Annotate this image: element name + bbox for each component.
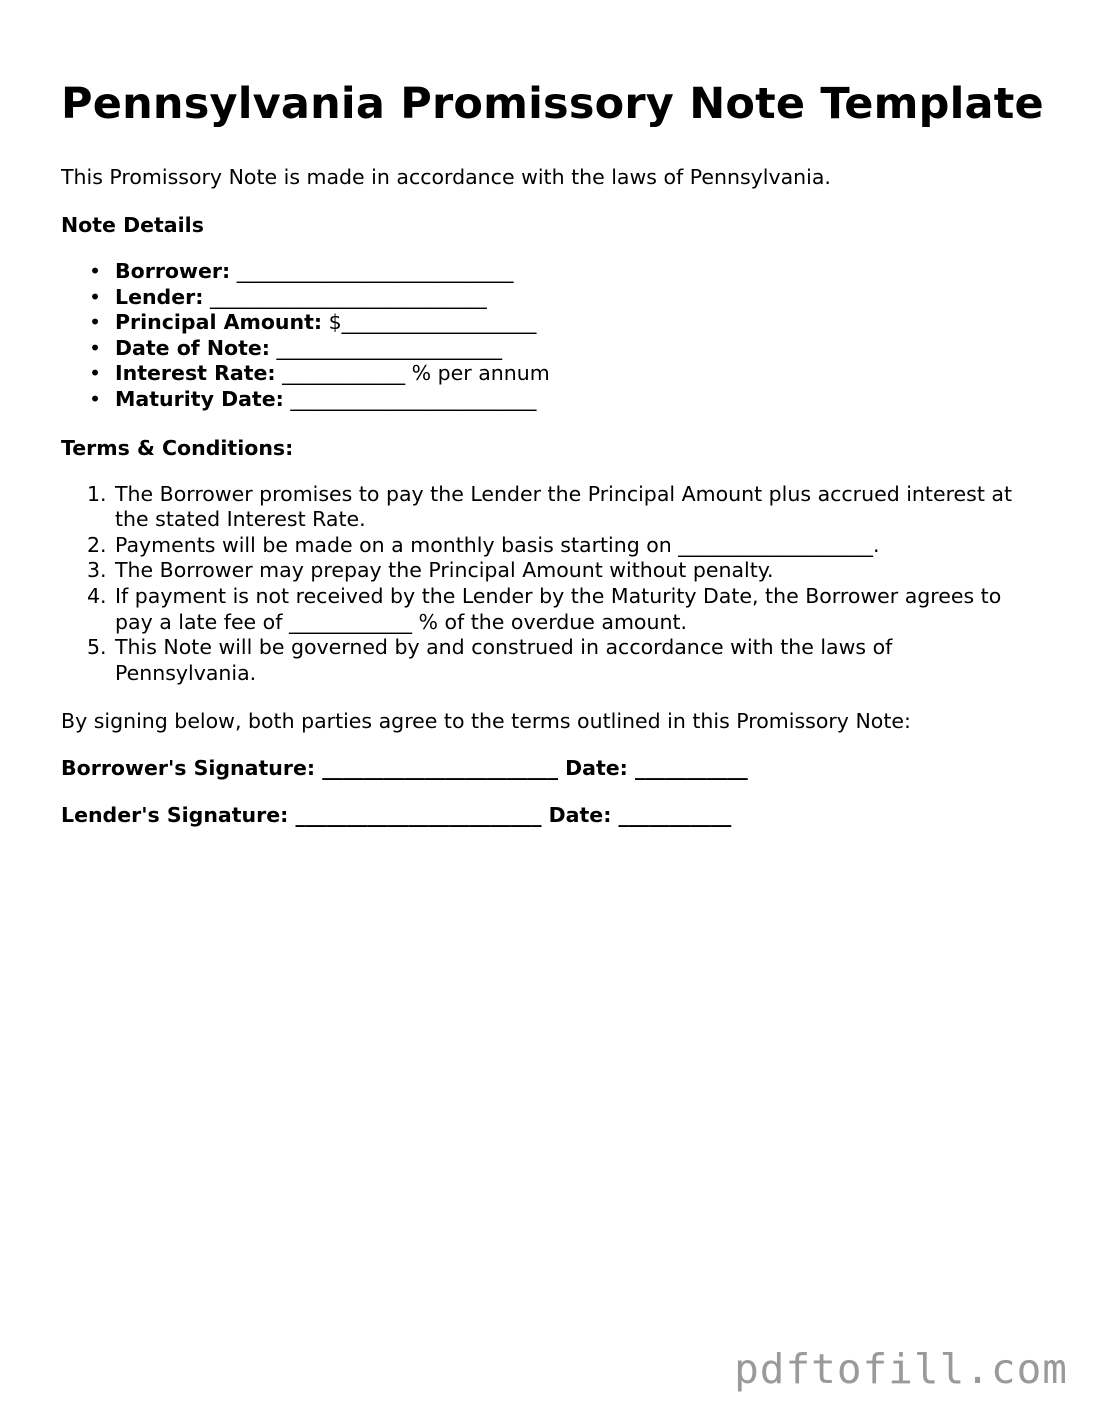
borrower-signature-line[interactable]: Borrower's Signature: _______________________ Date: ___________ xyxy=(61,756,748,781)
detail-label: Lender: xyxy=(115,284,204,309)
document-page xyxy=(61,78,1051,828)
detail-date-of-note xyxy=(115,336,1051,362)
terms-list xyxy=(61,482,1051,687)
detail-label: Borrower: xyxy=(115,259,231,283)
principal-amount-blank[interactable]: $___________________ xyxy=(322,310,537,335)
watermark-logo: pdftofill.com xyxy=(734,1345,1068,1393)
date-of-note-blank[interactable]: ______________________ xyxy=(269,335,503,360)
detail-maturity-date xyxy=(115,387,1051,413)
term-item: Payments will be made on a monthly basis starting on ___________________. xyxy=(115,532,880,557)
detail-principal-amount xyxy=(115,310,1051,336)
detail-interest-rate xyxy=(115,361,1051,387)
closing-text: By signing below, both parties agree to the terms outlined in this Promissory Note: xyxy=(61,709,911,734)
lender-blank[interactable]: ___________________________ xyxy=(203,284,487,309)
page-title: Pennsylvania Promissory Note Template xyxy=(61,79,1044,129)
note-details-list xyxy=(61,259,1051,413)
note-details-heading: Note Details xyxy=(61,213,204,237)
interest-rate-blank[interactable]: ____________ % per annum xyxy=(275,361,550,386)
intro-text: This Promissory Note is made in accordance with the laws of Pennsylvania. xyxy=(61,165,831,189)
term-item: The Borrower may prepay the Principal Amount without penalty. xyxy=(115,558,774,583)
detail-borrower xyxy=(115,259,1051,285)
detail-label: Principal Amount: xyxy=(115,310,323,335)
term-item: If payment is not received by the Lender by the Maturity Date, the Borrower agrees to pay a late fee of ____________ % of the overdue amount. xyxy=(115,583,1002,634)
detail-label: Interest Rate: xyxy=(115,361,276,386)
maturity-date-blank[interactable]: ________________________ xyxy=(283,386,537,411)
detail-label: Date of Note: xyxy=(115,335,270,360)
term-item: The Borrower promises to pay the Lender the Principal Amount plus accrued interest at the stated Interest Rate. xyxy=(115,481,1012,532)
lender-signature-line[interactable]: Lender's Signature: ________________________ Date: ___________ xyxy=(61,803,732,828)
terms-heading: Terms & Conditions: xyxy=(61,435,294,460)
borrower-blank[interactable]: ___________________________ xyxy=(230,259,514,283)
detail-label: Maturity Date: xyxy=(115,386,284,411)
detail-lender xyxy=(115,285,1051,311)
term-item: This Note will be governed by and construed in accordance with the laws of Pennsylvania. xyxy=(115,635,893,685)
